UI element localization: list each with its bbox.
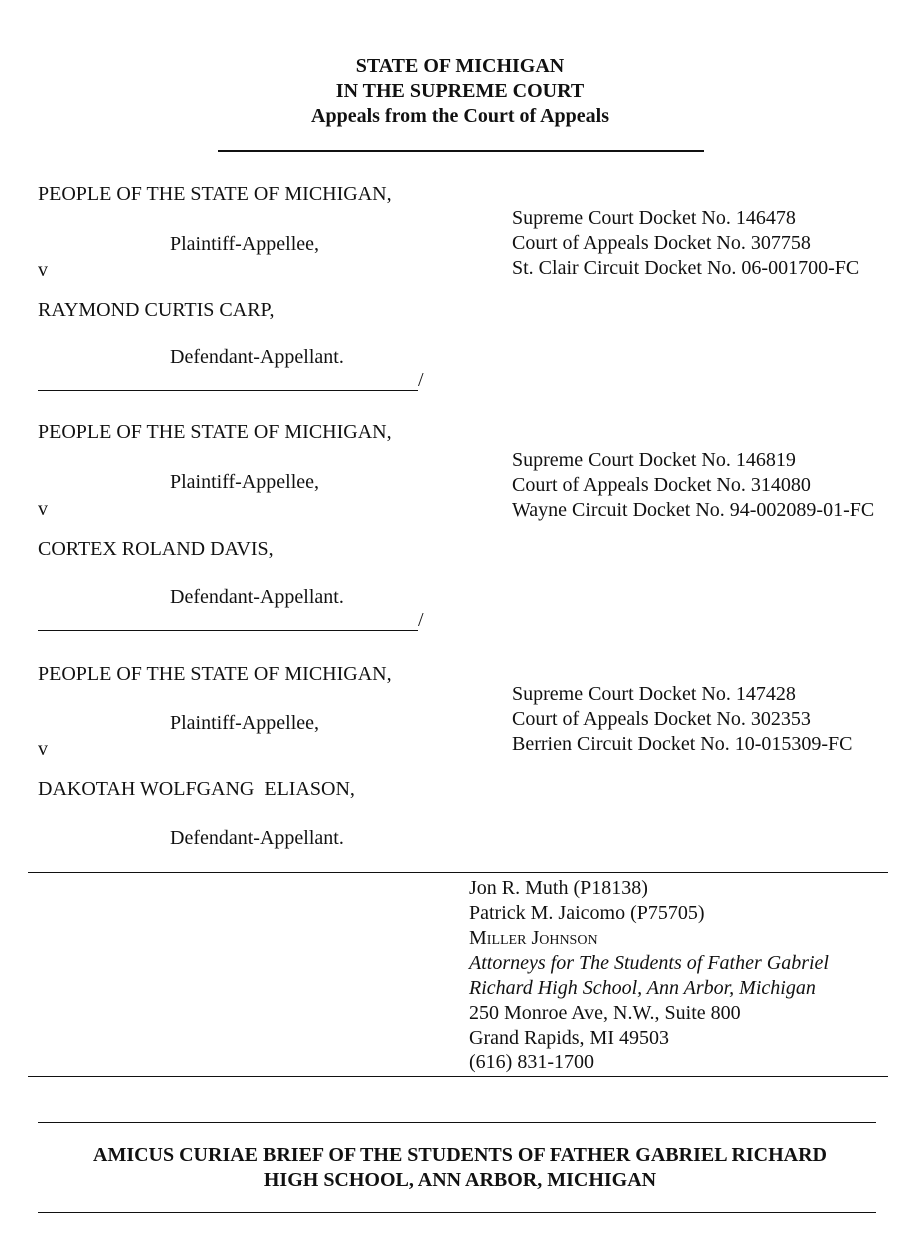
case1-slash: / [418,369,424,391]
case3-versus: v [38,738,48,760]
counsel-attorney-1: Jon R. Muth (P18138) [469,877,648,899]
brief-title-line-2: HIGH SCHOOL, ANN ARBOR, MICHIGAN [263,1169,657,1191]
header-divider [218,150,704,152]
case1-docket-circuit: St. Clair Circuit Docket No. 06-001700-FC [512,257,860,279]
title-bottom-divider [38,1212,876,1213]
counsel-role-line-1: Attorneys for The Students of Father Gabriel [469,952,829,974]
case2-docket-supreme: Supreme Court Docket No. 146819 [512,449,796,471]
case3-defendant-role: Defendant-Appellant. [170,827,344,849]
case1-defendant-role: Defendant-Appellant. [170,346,344,368]
case2-plaintiff-role: Plaintiff-Appellee, [170,471,320,493]
counsel-address-1: 250 Monroe Ave, N.W., Suite 800 [469,1002,741,1024]
case1-plaintiff: PEOPLE OF THE STATE OF MICHIGAN, [38,183,392,205]
counsel-bottom-divider [28,1076,888,1077]
case3-plaintiff-role: Plaintiff-Appellee, [170,712,320,734]
case3-docket-circuit: Berrien Circuit Docket No. 10-015309-FC [512,733,853,755]
case2-versus: v [38,498,48,520]
case1-divider [38,390,418,391]
counsel-address-2: Grand Rapids, MI 49503 [469,1027,669,1049]
case2-plaintiff: PEOPLE OF THE STATE OF MICHIGAN, [38,421,392,443]
case2-defendant-role: Defendant-Appellant. [170,586,344,608]
case3-docket-supreme: Supreme Court Docket No. 147428 [512,683,796,705]
court-name-heading: IN THE SUPREME COURT [335,80,585,102]
case2-slash: / [418,609,424,631]
case2-docket-appeals: Court of Appeals Docket No. 314080 [512,474,811,496]
appeal-type-heading: Appeals from the Court of Appeals [311,105,609,127]
case1-versus: v [38,259,48,281]
counsel-attorney-2: Patrick M. Jaicomo (P75705) [469,902,705,924]
counsel-firm: Miller Johnson [469,927,598,949]
case1-plaintiff-role: Plaintiff-Appellee, [170,233,320,255]
case1-docket-supreme: Supreme Court Docket No. 146478 [512,207,796,229]
case1-docket-appeals: Court of Appeals Docket No. 307758 [512,232,811,254]
counsel-phone: (616) 831-1700 [469,1051,594,1073]
case3-defendant: DAKOTAH WOLFGANG ELIASON, [38,778,355,800]
title-top-divider [38,1122,876,1123]
case1-defendant: RAYMOND CURTIS CARP, [38,299,275,321]
brief-title-line-1: AMICUS CURIAE BRIEF OF THE STUDENTS OF FATHER GABRIEL RICHARD [93,1144,827,1166]
counsel-role-line-2: Richard High School, Ann Arbor, Michigan [469,977,816,999]
case2-divider [38,630,418,631]
court-state-heading: STATE OF MICHIGAN [355,55,565,77]
case2-docket-circuit: Wayne Circuit Docket No. 94-002089-01-FC [512,499,875,521]
case3-plaintiff: PEOPLE OF THE STATE OF MICHIGAN, [38,663,392,685]
case2-defendant: CORTEX ROLAND DAVIS, [38,538,274,560]
counsel-top-divider [28,872,888,873]
case3-docket-appeals: Court of Appeals Docket No. 302353 [512,708,811,730]
